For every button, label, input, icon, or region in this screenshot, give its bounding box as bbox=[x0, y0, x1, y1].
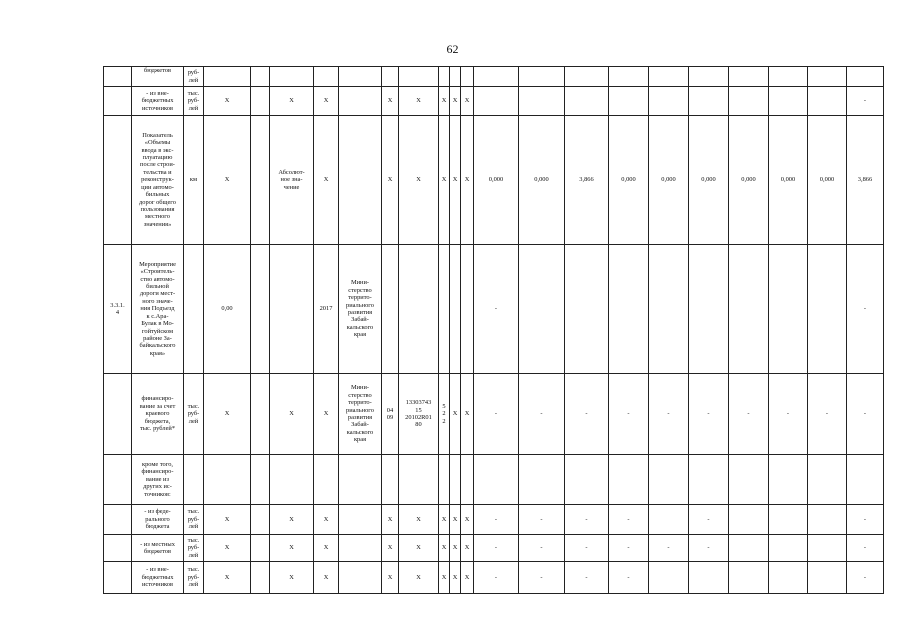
table-cell bbox=[450, 245, 461, 374]
table-cell bbox=[104, 562, 132, 594]
table-cell: X bbox=[461, 87, 474, 116]
table-cell: X bbox=[382, 505, 399, 535]
table-row bbox=[104, 87, 884, 116]
table-cell: бюджетов bbox=[132, 67, 184, 87]
table-cell bbox=[104, 116, 132, 245]
table-cell: X bbox=[270, 562, 314, 594]
table-cell: - из местных бюджетов bbox=[132, 535, 184, 562]
table-cell: тыс. руб- лей bbox=[184, 505, 204, 535]
table-cell bbox=[382, 245, 399, 374]
table-cell bbox=[808, 67, 847, 87]
table-cell bbox=[474, 455, 519, 505]
table-cell: 0,000 bbox=[689, 116, 729, 245]
table-cell bbox=[399, 67, 439, 87]
table-cell: X bbox=[461, 535, 474, 562]
table-cell bbox=[474, 87, 519, 116]
table-cell bbox=[769, 87, 808, 116]
table-cell bbox=[399, 245, 439, 374]
table-cell: X bbox=[270, 535, 314, 562]
table-cell bbox=[251, 562, 270, 594]
table-cell bbox=[104, 505, 132, 535]
table-cell: X bbox=[314, 562, 339, 594]
table-cell: 0,00 bbox=[204, 245, 251, 374]
table-row bbox=[104, 455, 884, 505]
table-cell bbox=[382, 455, 399, 505]
table-cell: тыс. руб- лей bbox=[184, 562, 204, 594]
table-cell: X bbox=[450, 116, 461, 245]
table-cell bbox=[204, 455, 251, 505]
table-cell: Мини- стерство террито- риального развития Забай- кальского края bbox=[339, 245, 382, 374]
table-cell: - bbox=[689, 505, 729, 535]
table-cell bbox=[565, 87, 609, 116]
table-cell bbox=[519, 87, 565, 116]
table-cell bbox=[439, 455, 450, 505]
table-row bbox=[104, 562, 884, 594]
table-cell: Мероприятие «Строитель- ство автомо- бильной дороги мест- ного значе- ния Подъезд к с.Ара- Булак в Мо- гойтуйском районе За- байкальского края» bbox=[132, 245, 184, 374]
table-cell bbox=[439, 245, 450, 374]
table-cell bbox=[339, 67, 382, 87]
table-cell: 3,866 bbox=[847, 116, 884, 245]
table-cell: - bbox=[847, 87, 884, 116]
table-cell bbox=[649, 87, 689, 116]
table-cell: - bbox=[847, 562, 884, 594]
table-cell: X bbox=[450, 374, 461, 455]
table-cell bbox=[609, 67, 649, 87]
table-cell: X bbox=[399, 535, 439, 562]
table-cell: 0,000 bbox=[729, 116, 769, 245]
table-cell bbox=[314, 455, 339, 505]
table-cell bbox=[314, 67, 339, 87]
table-cell: - bbox=[689, 535, 729, 562]
table-cell: Абсолют- ное зна- чение bbox=[270, 116, 314, 245]
table-cell: X bbox=[382, 535, 399, 562]
table-cell: X bbox=[399, 505, 439, 535]
table-cell: - bbox=[649, 535, 689, 562]
table-cell: X bbox=[204, 87, 251, 116]
table-cell: - bbox=[649, 374, 689, 455]
table-cell: 0,000 bbox=[519, 116, 565, 245]
table-cell bbox=[847, 455, 884, 505]
table-cell bbox=[251, 455, 270, 505]
table-cell: - из вне- бюджетных источников bbox=[132, 87, 184, 116]
table-cell: 0,000 bbox=[769, 116, 808, 245]
table-cell bbox=[339, 87, 382, 116]
table-cell: - bbox=[565, 562, 609, 594]
table-cell: 5 2 2 bbox=[439, 374, 450, 455]
table-cell: X bbox=[461, 116, 474, 245]
table-cell bbox=[104, 455, 132, 505]
table-cell: X bbox=[314, 535, 339, 562]
table-row bbox=[104, 245, 884, 374]
table-cell: 04 09 bbox=[382, 374, 399, 455]
table-cell bbox=[609, 87, 649, 116]
table-cell bbox=[808, 535, 847, 562]
table-cell bbox=[461, 455, 474, 505]
table-cell: - bbox=[474, 562, 519, 594]
table-cell bbox=[519, 245, 565, 374]
table-cell bbox=[450, 455, 461, 505]
table-cell bbox=[649, 455, 689, 505]
table-cell bbox=[339, 505, 382, 535]
table-cell: 2017 bbox=[314, 245, 339, 374]
table-cell bbox=[729, 245, 769, 374]
table-cell bbox=[270, 67, 314, 87]
table-cell: X bbox=[270, 374, 314, 455]
table-cell: 3.3.1. 4 bbox=[104, 245, 132, 374]
table-cell: - bbox=[847, 245, 884, 374]
table-cell: - bbox=[769, 374, 808, 455]
table-cell: - bbox=[474, 505, 519, 535]
table-cell: - bbox=[474, 535, 519, 562]
table-cell bbox=[251, 245, 270, 374]
table-cell: км bbox=[184, 116, 204, 245]
table-cell: кроме того, финансиро- вание из других ис- точников: bbox=[132, 455, 184, 505]
table-row bbox=[104, 505, 884, 535]
table-cell: тыс. руб- лей bbox=[184, 87, 204, 116]
table-cell: X bbox=[461, 562, 474, 594]
table-cell bbox=[649, 562, 689, 594]
table-cell bbox=[649, 245, 689, 374]
table-cell: - bbox=[609, 505, 649, 535]
table-cell bbox=[104, 374, 132, 455]
table-cell: - bbox=[847, 374, 884, 455]
table-cell: X bbox=[270, 505, 314, 535]
table-cell: X bbox=[270, 87, 314, 116]
table-cell: 0,000 bbox=[808, 116, 847, 245]
table-cell bbox=[565, 67, 609, 87]
table-cell: X bbox=[450, 562, 461, 594]
table-cell bbox=[450, 67, 461, 87]
table-cell bbox=[204, 67, 251, 87]
table-cell: X bbox=[204, 535, 251, 562]
table-cell: - bbox=[689, 374, 729, 455]
table-cell: X bbox=[439, 535, 450, 562]
table-cell: - из феде- рального бюджета bbox=[132, 505, 184, 535]
table-cell bbox=[808, 87, 847, 116]
table-cell bbox=[270, 245, 314, 374]
table-cell bbox=[769, 562, 808, 594]
table-cell bbox=[609, 455, 649, 505]
table-row bbox=[104, 535, 884, 562]
table-cell: - bbox=[519, 535, 565, 562]
table-cell bbox=[769, 245, 808, 374]
table-cell bbox=[769, 455, 808, 505]
table-cell bbox=[729, 535, 769, 562]
table-cell bbox=[399, 455, 439, 505]
table-cell bbox=[184, 455, 204, 505]
table-cell: - bbox=[847, 535, 884, 562]
table-cell bbox=[609, 245, 649, 374]
table-cell bbox=[251, 116, 270, 245]
table-cell: Показатель «Объемы ввода в экс- плуатацию после строи- тельства и реконструк- ции автомо- бильных дорог общего пользования местного значения» bbox=[132, 116, 184, 245]
table-cell: - bbox=[474, 374, 519, 455]
table-cell: - bbox=[609, 374, 649, 455]
table-cell: - bbox=[519, 505, 565, 535]
table-row bbox=[104, 116, 884, 245]
table-cell: X bbox=[204, 374, 251, 455]
table-cell bbox=[251, 535, 270, 562]
table-cell: Мини- стерство террито- риального развития Забай- кальского края bbox=[339, 374, 382, 455]
table-cell bbox=[519, 67, 565, 87]
table-cell bbox=[729, 562, 769, 594]
table-cell bbox=[729, 455, 769, 505]
table-cell bbox=[339, 535, 382, 562]
table-cell bbox=[729, 505, 769, 535]
table-cell: X bbox=[461, 505, 474, 535]
table-cell bbox=[649, 505, 689, 535]
table-cell: X bbox=[399, 562, 439, 594]
table-cell: X bbox=[382, 87, 399, 116]
table-cell: - bbox=[565, 535, 609, 562]
table-cell: X bbox=[439, 505, 450, 535]
table-cell: тыс. руб- лей bbox=[184, 535, 204, 562]
table-cell bbox=[339, 562, 382, 594]
table-cell bbox=[184, 245, 204, 374]
table-cell bbox=[769, 535, 808, 562]
table-cell: 0,000 bbox=[649, 116, 689, 245]
table-cell: X bbox=[314, 116, 339, 245]
table-cell bbox=[104, 535, 132, 562]
table-cell: X bbox=[314, 374, 339, 455]
table-cell bbox=[339, 455, 382, 505]
table-cell bbox=[769, 67, 808, 87]
table-cell: X bbox=[461, 374, 474, 455]
table-cell bbox=[382, 67, 399, 87]
table-cell: X bbox=[439, 116, 450, 245]
table-cell bbox=[461, 245, 474, 374]
table-cell bbox=[689, 562, 729, 594]
table-cell: - из вне- бюджетных источников bbox=[132, 562, 184, 594]
table-cell: X bbox=[204, 562, 251, 594]
table-cell bbox=[565, 245, 609, 374]
page-number: 62 bbox=[446, 42, 459, 56]
program-table bbox=[103, 66, 884, 594]
table-cell: 13303743 15 20102R01 80 bbox=[399, 374, 439, 455]
table-cell: 0,000 bbox=[474, 116, 519, 245]
table-cell: X bbox=[450, 87, 461, 116]
table-cell: X bbox=[450, 535, 461, 562]
table-cell bbox=[251, 505, 270, 535]
table-cell: X bbox=[314, 505, 339, 535]
table-cell bbox=[251, 67, 270, 87]
table-cell: X bbox=[450, 505, 461, 535]
table-cell bbox=[339, 116, 382, 245]
table-cell: X bbox=[439, 562, 450, 594]
table-cell: - bbox=[729, 374, 769, 455]
table-cell bbox=[729, 87, 769, 116]
table-cell bbox=[769, 505, 808, 535]
table-row bbox=[104, 67, 884, 87]
table-cell: - bbox=[609, 562, 649, 594]
table-cell: - bbox=[565, 374, 609, 455]
table-row bbox=[104, 374, 884, 455]
table-cell: X bbox=[399, 87, 439, 116]
table-cell: - bbox=[609, 535, 649, 562]
table-cell: X bbox=[314, 87, 339, 116]
table-cell: 0,000 bbox=[609, 116, 649, 245]
table-cell: X bbox=[204, 116, 251, 245]
table-cell bbox=[729, 67, 769, 87]
table-cell bbox=[808, 245, 847, 374]
table-cell: X bbox=[399, 116, 439, 245]
table-cell bbox=[565, 455, 609, 505]
table-cell bbox=[689, 245, 729, 374]
table-cell bbox=[649, 67, 689, 87]
table-cell bbox=[847, 67, 884, 87]
table-cell: тыс. руб- лей bbox=[184, 374, 204, 455]
table-cell: - bbox=[474, 245, 519, 374]
table-cell bbox=[104, 87, 132, 116]
table-cell: - bbox=[565, 505, 609, 535]
table-cell bbox=[270, 455, 314, 505]
table-cell bbox=[519, 455, 565, 505]
table-cell: - bbox=[808, 374, 847, 455]
table-cell: - bbox=[519, 374, 565, 455]
table-cell: X bbox=[204, 505, 251, 535]
table-cell bbox=[808, 562, 847, 594]
table-cell bbox=[689, 455, 729, 505]
table-cell: X bbox=[382, 562, 399, 594]
table-cell: 3,866 bbox=[565, 116, 609, 245]
table-cell bbox=[808, 505, 847, 535]
table-cell bbox=[461, 67, 474, 87]
table-cell bbox=[251, 87, 270, 116]
table-cell bbox=[689, 67, 729, 87]
table-cell bbox=[439, 67, 450, 87]
table-cell: X bbox=[382, 116, 399, 245]
table-cell: - bbox=[847, 505, 884, 535]
table-cell: X bbox=[439, 87, 450, 116]
table-cell: - bbox=[519, 562, 565, 594]
table-cell bbox=[251, 374, 270, 455]
table-cell bbox=[689, 87, 729, 116]
table-cell bbox=[104, 67, 132, 87]
table-cell: финансиро- вание за счет краевого бюджета, тыс. рублей* bbox=[132, 374, 184, 455]
table-cell bbox=[474, 67, 519, 87]
table-cell: руб- лей bbox=[184, 67, 204, 87]
table-cell bbox=[808, 455, 847, 505]
